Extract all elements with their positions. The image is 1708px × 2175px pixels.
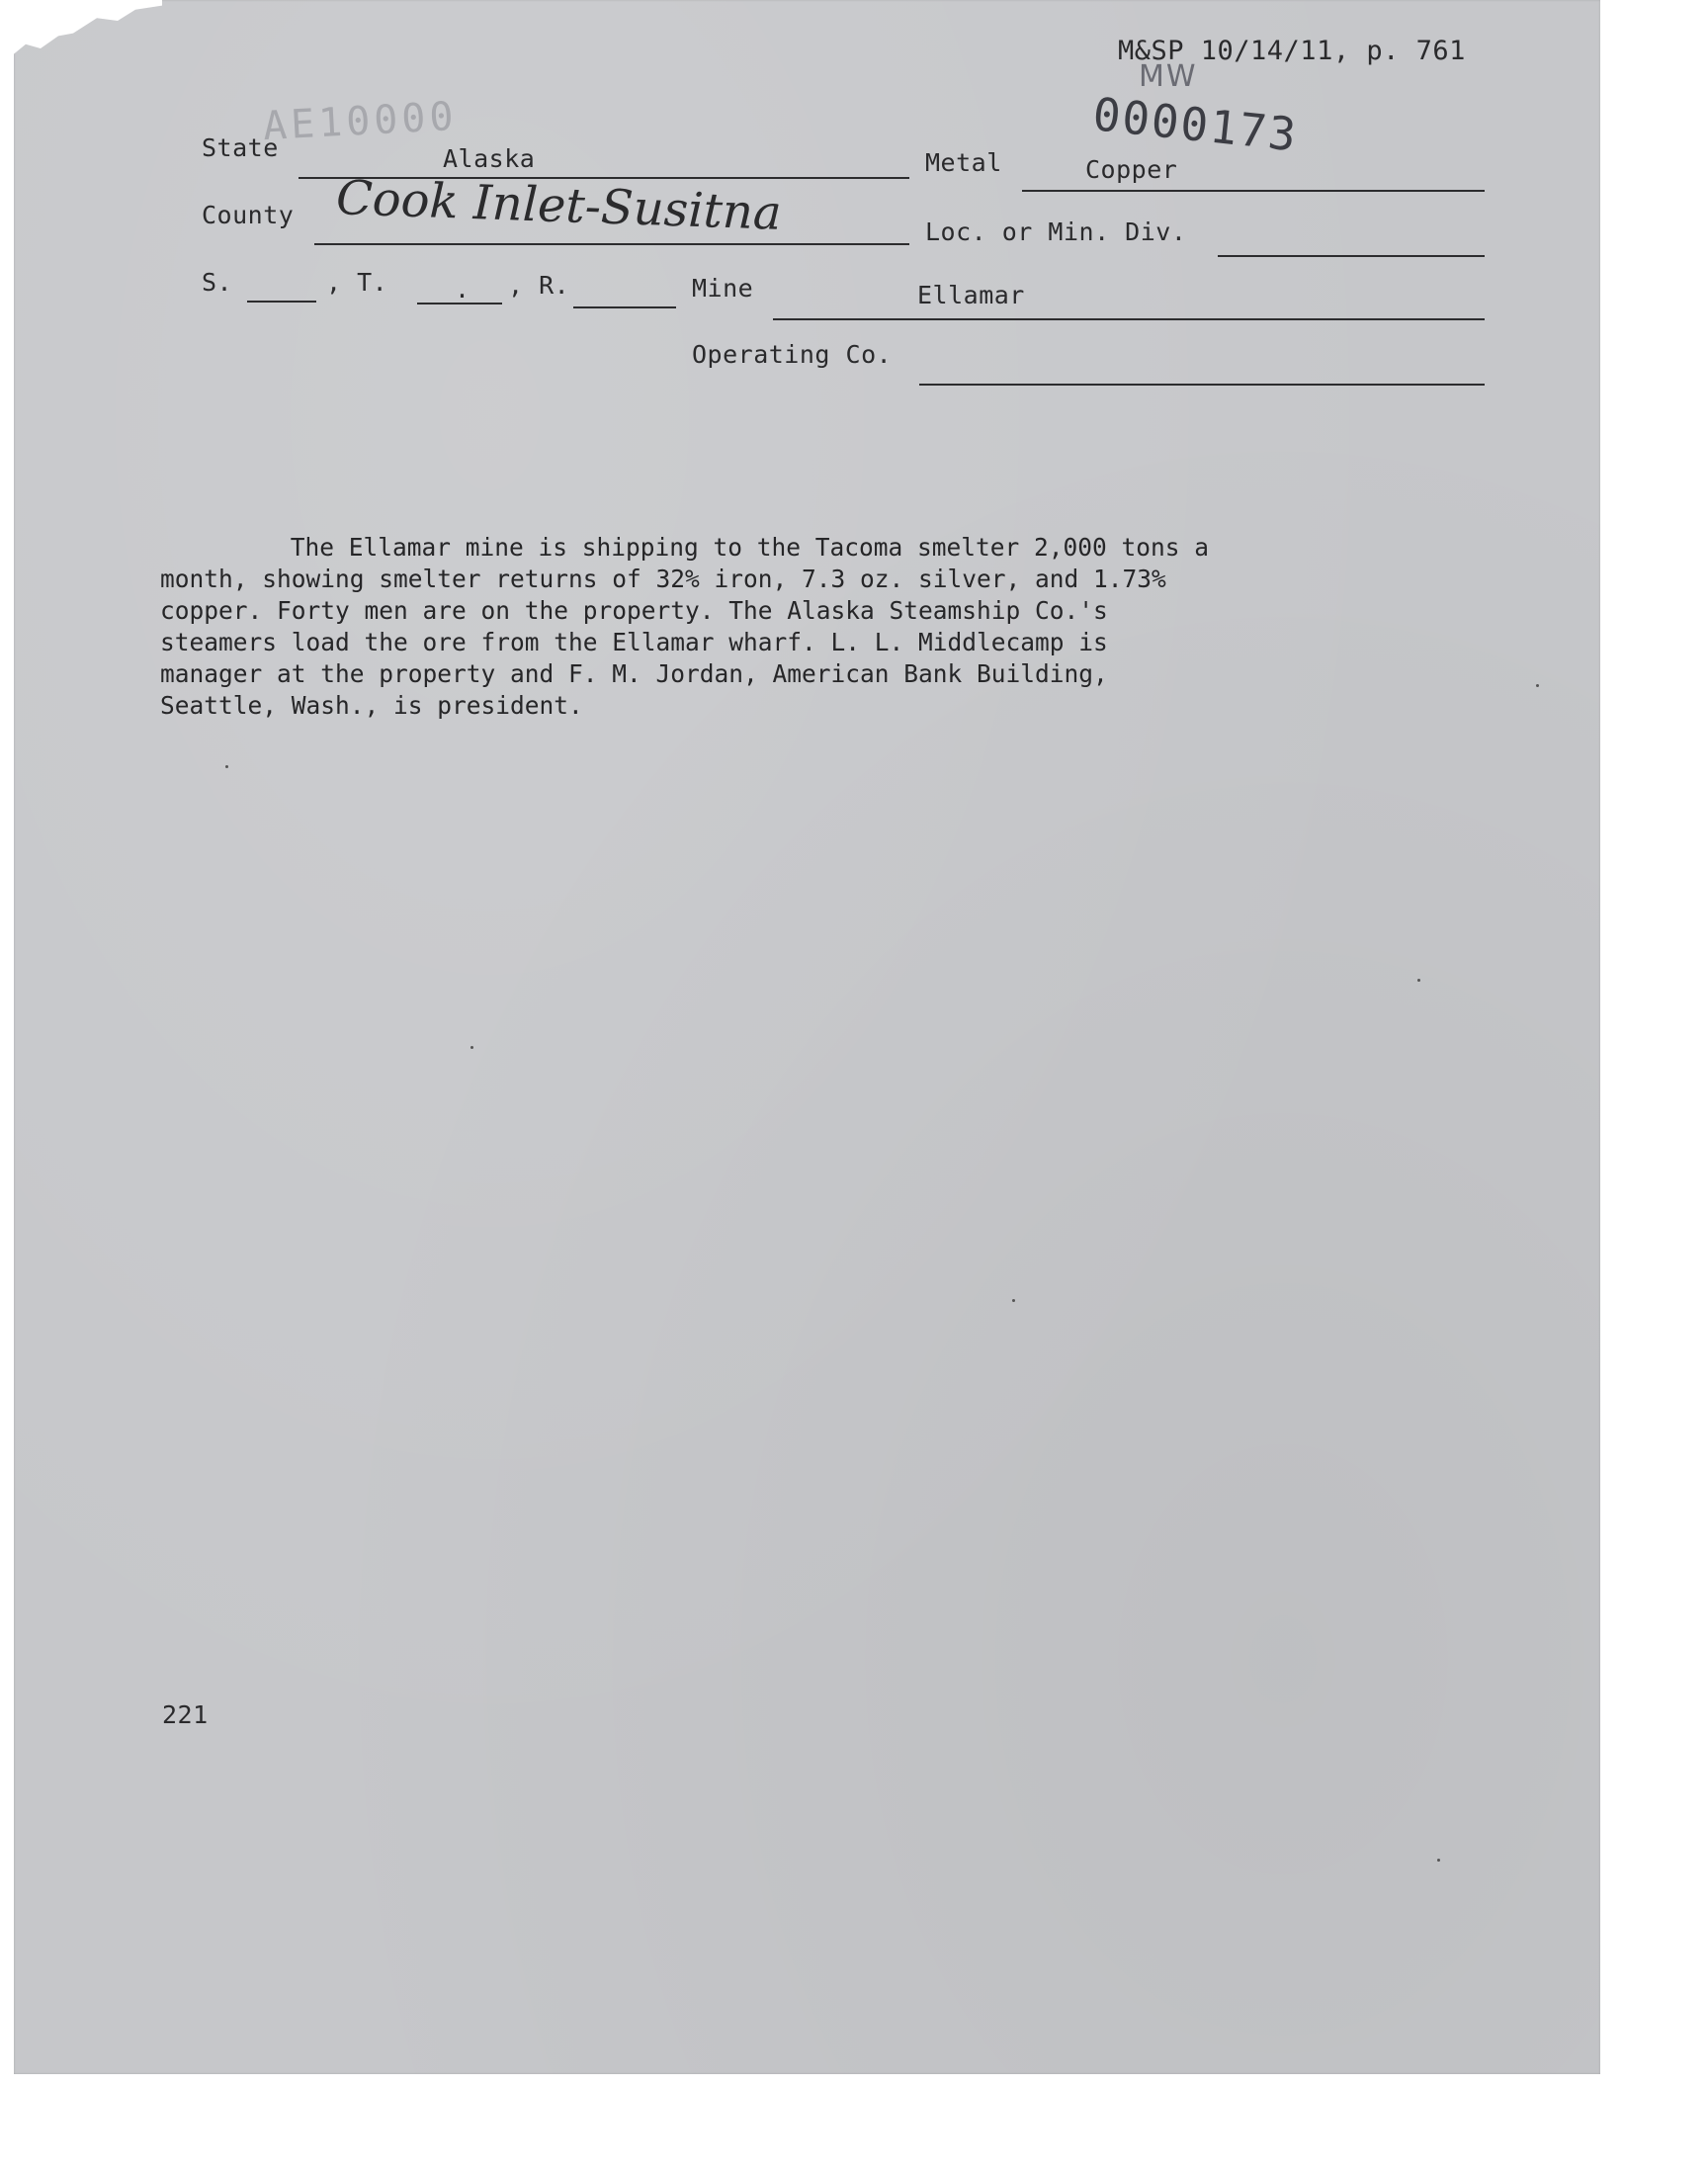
- township-label: , T.: [326, 268, 388, 297]
- mine-label: Mine: [692, 274, 754, 303]
- county-underline: [314, 243, 909, 245]
- mine-value: Ellamar: [917, 281, 1025, 309]
- body-paragraph: [160, 532, 1364, 722]
- body-line: month, showing smelter returns of 32% iron, 7.3 oz. silver, and 1.73%: [160, 565, 1166, 593]
- range-underline: [573, 306, 676, 308]
- body-line: copper. Forty men are on the property. The Alaska Steamship Co.'s: [160, 596, 1108, 625]
- loc-underline: [1218, 255, 1485, 257]
- scan-speck: [1437, 1859, 1440, 1862]
- scan-speck: [225, 765, 228, 768]
- metal-value: Copper: [1085, 155, 1178, 184]
- body-line: Seattle, Wash., is president.: [160, 691, 583, 720]
- scan-speck: [470, 1046, 473, 1049]
- scan-speck: [1012, 1299, 1015, 1302]
- torn-corner: [14, 0, 162, 69]
- state-value: Alaska: [443, 144, 536, 173]
- metal-underline: [1022, 190, 1485, 192]
- stamp-number: 0000173: [1090, 87, 1301, 162]
- metal-label: Metal: [925, 148, 1002, 177]
- body-line: The Ellamar mine is shipping to the Tacoma smelter 2,000 tons a: [217, 533, 1210, 562]
- scan-speck: [1536, 684, 1539, 687]
- citation-reference: M&SP 10/14/11, p. 761: [1118, 36, 1466, 66]
- county-label: County: [202, 201, 295, 229]
- range-label: , R.: [508, 271, 570, 300]
- loc-label: Loc. or Min. Div.: [925, 218, 1187, 246]
- state-label: State: [202, 133, 279, 162]
- document-page: [14, 0, 1600, 2074]
- operating-co-label: Operating Co.: [692, 340, 893, 369]
- body-line: steamers load the ore from the Ellamar wharf. L. L. Middlecamp is: [160, 628, 1108, 656]
- operating-co-underline: [919, 384, 1485, 386]
- body-line: manager at the property and F. M. Jordan, American Bank Building,: [160, 659, 1108, 688]
- county-value: Cook Inlet-Susitna: [335, 170, 783, 241]
- section-label: S.: [202, 268, 233, 297]
- page-number: 221: [162, 1700, 209, 1729]
- section-underline: [247, 301, 316, 303]
- scan-speck: [1417, 979, 1420, 982]
- township-value: .: [455, 275, 470, 304]
- stamp-initials: MW: [1139, 59, 1198, 94]
- faint-stamp-code: AE10000: [261, 93, 459, 150]
- mine-underline: [773, 318, 1485, 320]
